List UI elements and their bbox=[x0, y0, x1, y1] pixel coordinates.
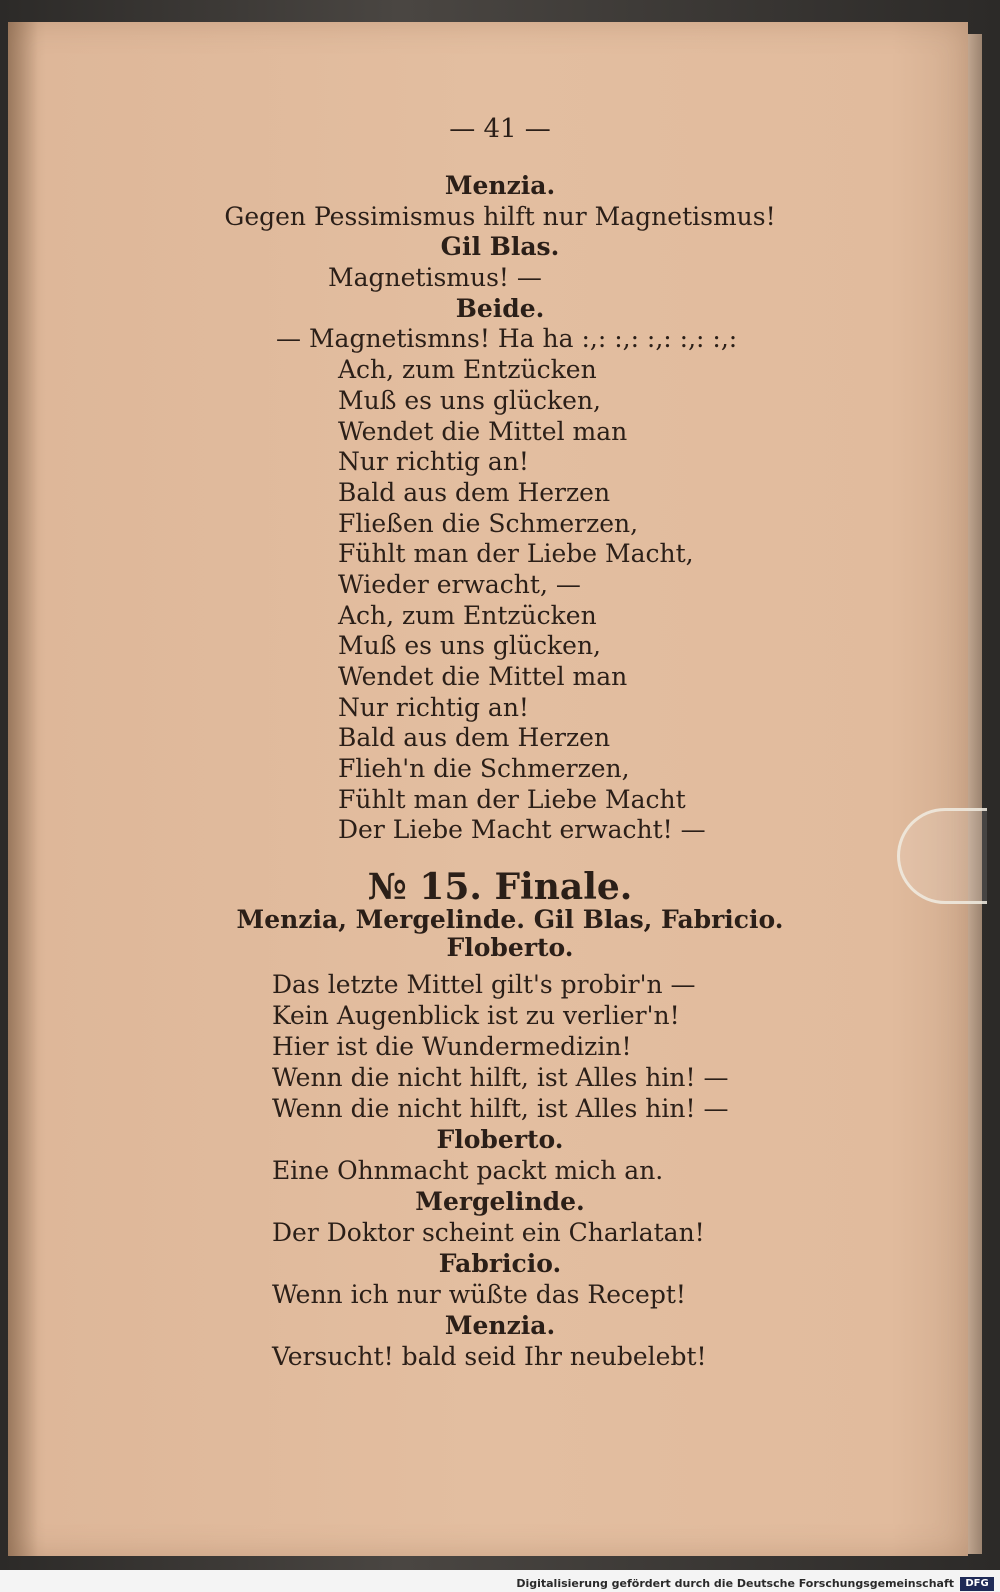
verse-line: Das letzte Mittel gilt's probir'n — bbox=[272, 970, 696, 999]
verse-line: Der Doktor scheint ein Charlatan! bbox=[272, 1218, 705, 1247]
verse-line: Wenn ich nur wüßte das Recept! bbox=[272, 1280, 686, 1309]
dialogue-section-1 bbox=[0, 171, 1000, 846]
verse-line: Gegen Pessimismus hilft nur Magnetismus! bbox=[224, 201, 776, 231]
verse-line: Eine Ohnmacht packt mich an. bbox=[272, 1156, 664, 1185]
verse-line: Magnetismus! — bbox=[328, 263, 542, 293]
finale-heading: № 15. Finale. bbox=[367, 866, 633, 908]
verse-line: Bald aus dem Herzen bbox=[338, 723, 611, 753]
dfg-logo: DFG bbox=[960, 1577, 994, 1591]
speaker-name: Floberto. bbox=[436, 1125, 564, 1154]
verse-line: Versucht! bald seid Ihr neubelebt! bbox=[272, 1342, 707, 1371]
verse-line: Der Liebe Macht erwacht! — bbox=[338, 815, 706, 845]
verse-line: Nur richtig an! bbox=[338, 447, 529, 477]
verse-line: Wieder erwacht, — bbox=[338, 569, 581, 599]
verse-line: Kein Augenblick ist zu verlier'n! bbox=[272, 1001, 680, 1030]
speaker-name: Fabricio. bbox=[438, 1249, 562, 1278]
digitization-credit: Digitalisierung gefördert durch die Deutsche Forschungsgemeinschaft bbox=[516, 1577, 954, 1590]
verse-line: Hier ist die Wundermedizin! bbox=[272, 1032, 632, 1061]
verse-line: Wenn die nicht hilft, ist Alles hin! — bbox=[272, 1063, 729, 1092]
verse-line: — Magnetismns! Ha ha :,: :,: :,: :,: :,: bbox=[276, 324, 738, 354]
page-number: — 41 — bbox=[449, 114, 551, 144]
speaker-name: Menzia. bbox=[444, 171, 556, 200]
verse-line: Ach, zum Entzücken bbox=[338, 355, 597, 385]
verse-line: Fühlt man der Liebe Macht bbox=[338, 784, 686, 814]
verse-line: Wendet die Mittel man bbox=[338, 416, 628, 446]
verse-line: Nur richtig an! bbox=[338, 692, 529, 722]
verse-line: Flieh'n die Schmerzen, bbox=[338, 754, 630, 784]
verse-line: Wenn die nicht hilft, ist Alles hin! — bbox=[272, 1094, 729, 1123]
cast-list: Menzia, Mergelinde. Gil Blas, Fabricio. Floberto. bbox=[236, 905, 784, 962]
verse-line: Muß es uns glücken, bbox=[338, 385, 601, 415]
verse-line: Ach, zum Entzücken bbox=[338, 600, 597, 630]
speaker-name: Beide. bbox=[455, 293, 545, 323]
verse-line: Bald aus dem Herzen bbox=[338, 477, 611, 507]
speaker-name: Menzia. bbox=[444, 1311, 556, 1340]
speaker-name: Mergelinde. bbox=[415, 1187, 585, 1216]
verse-line: Fließen die Schmerzen, bbox=[338, 508, 639, 538]
speaker-name: Gil Blas. bbox=[440, 232, 560, 262]
verse-line: Fühlt man der Liebe Macht, bbox=[338, 539, 694, 569]
dialogue-section-2 bbox=[0, 969, 1000, 1372]
verse-line: Muß es uns glücken, bbox=[338, 631, 601, 661]
verse-line: Wendet die Mittel man bbox=[338, 662, 628, 691]
